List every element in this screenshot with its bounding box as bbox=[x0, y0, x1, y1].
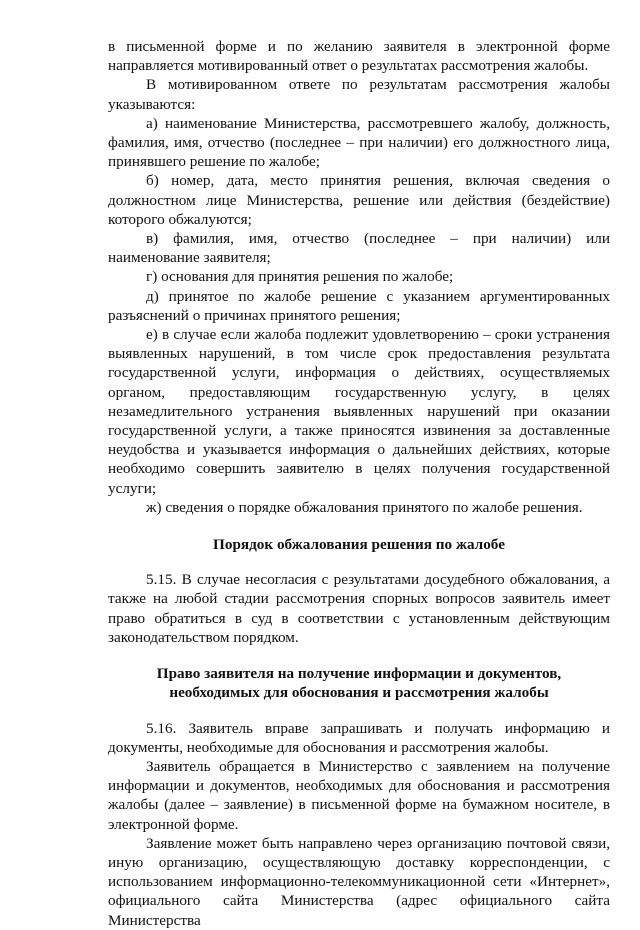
paragraph-application: Заявитель обращается в Министерство с заявлением на получение информации и документов, необходимых для обоснования и рассмотрения жалобы (далее – заявление) в письменной форме на бумажном носителе, в электронной форме. bbox=[108, 757, 610, 833]
list-item-v: в) фамилия, имя, отчество (последнее – при наличии) или наименование заявителя; bbox=[108, 230, 610, 267]
paragraph-submission-channels: Заявление может быть направлено через организацию почтовой связи, иную организацию, осуществляющую доставку корреспонденции, с использованием информационно-телекоммуникационной сети «Интернет», официального сайта Министерства (адрес официального сайта Министерства bbox=[108, 834, 610, 929]
list-item-d: д) принятое по жалобе решение с указанием аргументированных разъяснений о причинах принятого решения; bbox=[108, 287, 610, 324]
list-item-zh: ж) сведения о порядке обжалования принятого по жалобе решения. bbox=[146, 498, 583, 516]
list-item-a: а) наименование Министерства, рассмотревшего жалобу, должность, фамилия, имя, отчество (последнее – при наличии) его должностного лица, принявшего решение по жалобе; bbox=[108, 114, 610, 171]
section-heading-right-to-information-line1: Право заявителя на получение информации и документов, bbox=[156, 665, 562, 683]
paragraph-5-15: 5.15. В случае несогласия с результатами досудебного обжалования, а также на любой стадии рассмотрения спорных вопросов заявитель имеет право обратиться в суд в соответствии с установленным действующим законодательством порядком. bbox=[108, 571, 610, 646]
paragraph-continuation: в письменной форме и по желанию заявителя в электронной форме направляется мотивированный ответ о результатах рассмотрения жалобы. bbox=[108, 38, 610, 75]
section-heading-right-to-information-line2: необходимых для обоснования и рассмотрения жалобы bbox=[169, 684, 549, 702]
document-page bbox=[108, 37, 610, 930]
list-item-g: г) основания для принятия решения по жалобе; bbox=[146, 268, 454, 286]
paragraph-answer-intro: В мотивированном ответе по результатам рассмотрения жалобы указываются: bbox=[108, 76, 610, 113]
list-item-b: б) номер, дата, место принятия решения, включая сведения о должностном лице Министерства, решение или действия (бездействие) которого обжалуются; bbox=[108, 172, 610, 228]
spacer bbox=[108, 554, 610, 570]
spacer bbox=[108, 703, 610, 719]
spacer bbox=[108, 517, 610, 535]
list-item-e: е) в случае если жалоба подлежит удовлетворению – сроки устранения выявленных нарушений, в том числе срок предоставления результата государственной услуги, информация о действиях, осуществляемых органом, предоставляющим государственную услугу, в целях незамедлительного устранения выявленных нарушений при оказании государственной услуги, а также приносятся извинения за доставленные неудобства и указывается информация о дальнейших действиях, которые необходимо совершить заявителю в целях получения государственной услуги; bbox=[108, 326, 610, 497]
spacer bbox=[108, 647, 610, 664]
paragraph-5-16: 5.16. Заявитель вправе запрашивать и получать информацию и документы, необходимые для обоснования и рассмотрения жалобы. bbox=[108, 719, 610, 756]
section-heading-appeal-procedure: Порядок обжалования решения по жалобе bbox=[213, 536, 505, 554]
